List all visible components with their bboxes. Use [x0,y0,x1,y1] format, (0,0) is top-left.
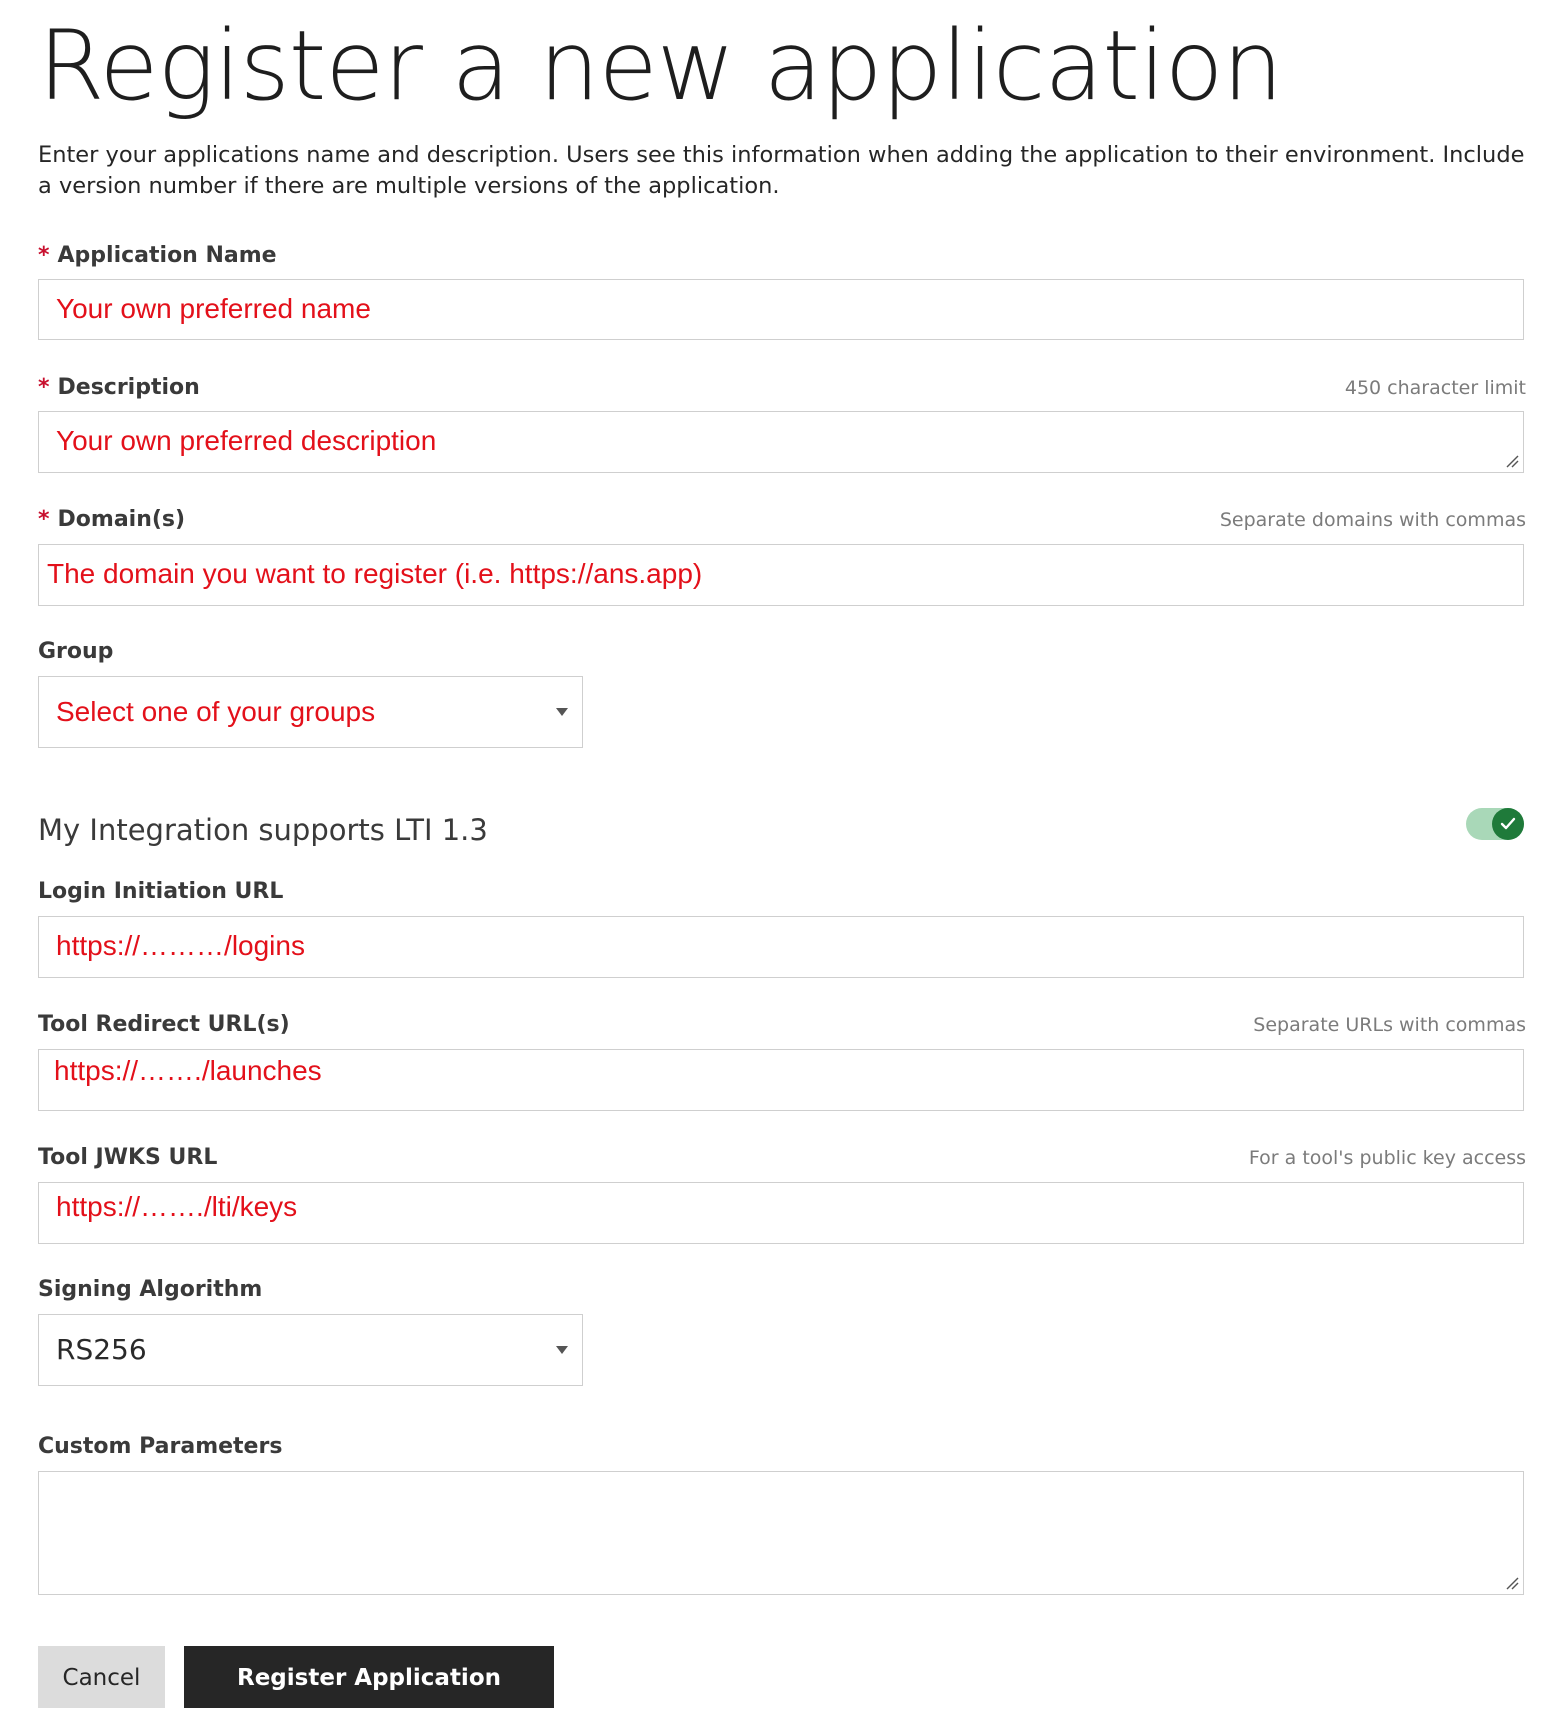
app-name-value: Your own preferred name [56,293,371,324]
group-label: Group [38,639,114,664]
domains-value: The domain you want to register (i.e. https://ans.app) [47,558,703,589]
signing-algorithm-selected-value: RS256 [56,1333,147,1366]
custom-params-textarea[interactable] [38,1471,1524,1595]
redirect-urls-label-row [38,1009,1526,1041]
login-url-label-row [38,876,1526,908]
required-mark: * [38,375,50,400]
lti-section-title: My Integration supports LTI 1.3 [38,813,488,847]
chevron-down-icon [556,708,568,716]
page-title: Register a new application [38,10,1283,122]
resize-handle-icon[interactable] [1505,1576,1519,1590]
required-mark: * [38,243,50,268]
domains-input[interactable] [38,544,1524,606]
description-label-row [38,372,1526,404]
domains-label: * Domain(s) [38,507,186,532]
jwks-url-label-row [38,1142,1526,1174]
login-url-value: https://………/logins [56,930,305,961]
login-url-label: Login Initiation URL [38,879,284,904]
description-value: Your own preferred description [56,425,437,456]
cancel-button[interactable]: Cancel [38,1646,165,1708]
check-icon [1500,817,1516,831]
lti-toggle[interactable] [1466,808,1524,840]
jwks-url-input[interactable] [38,1182,1524,1244]
jwks-url-hint: For a tool's public key access [1248,1147,1526,1169]
required-mark: * [38,507,50,532]
jwks-url-label: Tool JWKS URL [38,1145,218,1170]
redirect-urls-input[interactable] [38,1049,1524,1111]
redirect-urls-hint: Separate URLs with commas [1253,1014,1526,1036]
domains-hint: Separate domains with commas [1219,509,1526,531]
toggle-knob [1492,808,1524,840]
jwks-url-value: https://……./lti/keys [56,1191,298,1222]
description-textarea[interactable] [38,411,1524,473]
redirect-urls-label: Tool Redirect URL(s) [38,1012,290,1037]
chevron-down-icon [556,1346,568,1354]
signing-algorithm-label-row [38,1274,1526,1306]
custom-params-label-row [38,1431,1526,1463]
app-name-label-row [38,240,1526,272]
group-select[interactable] [38,676,583,748]
login-url-input[interactable] [38,916,1524,978]
custom-params-label: Custom Parameters [38,1434,283,1459]
domains-label-row [38,504,1526,536]
description-hint: 450 character limit [1344,377,1526,399]
register-application-button[interactable]: Register Application [184,1646,554,1708]
group-selected-value: Select one of your groups [56,696,376,727]
redirect-urls-value: https://……./launches [54,1055,322,1086]
group-label-row [38,636,1526,668]
app-name-input[interactable] [38,279,1524,340]
app-name-label: * Application Name [38,243,277,268]
signing-algorithm-label: Signing Algorithm [38,1277,263,1302]
description-label: * Description [38,375,200,400]
page-intro: Enter your applications name and description. Users see this information when adding the application to their environment. Include a version number if there are multiple versions of the application. [38,142,1525,199]
signing-algorithm-select[interactable] [38,1314,583,1386]
resize-handle-icon[interactable] [1505,454,1519,468]
